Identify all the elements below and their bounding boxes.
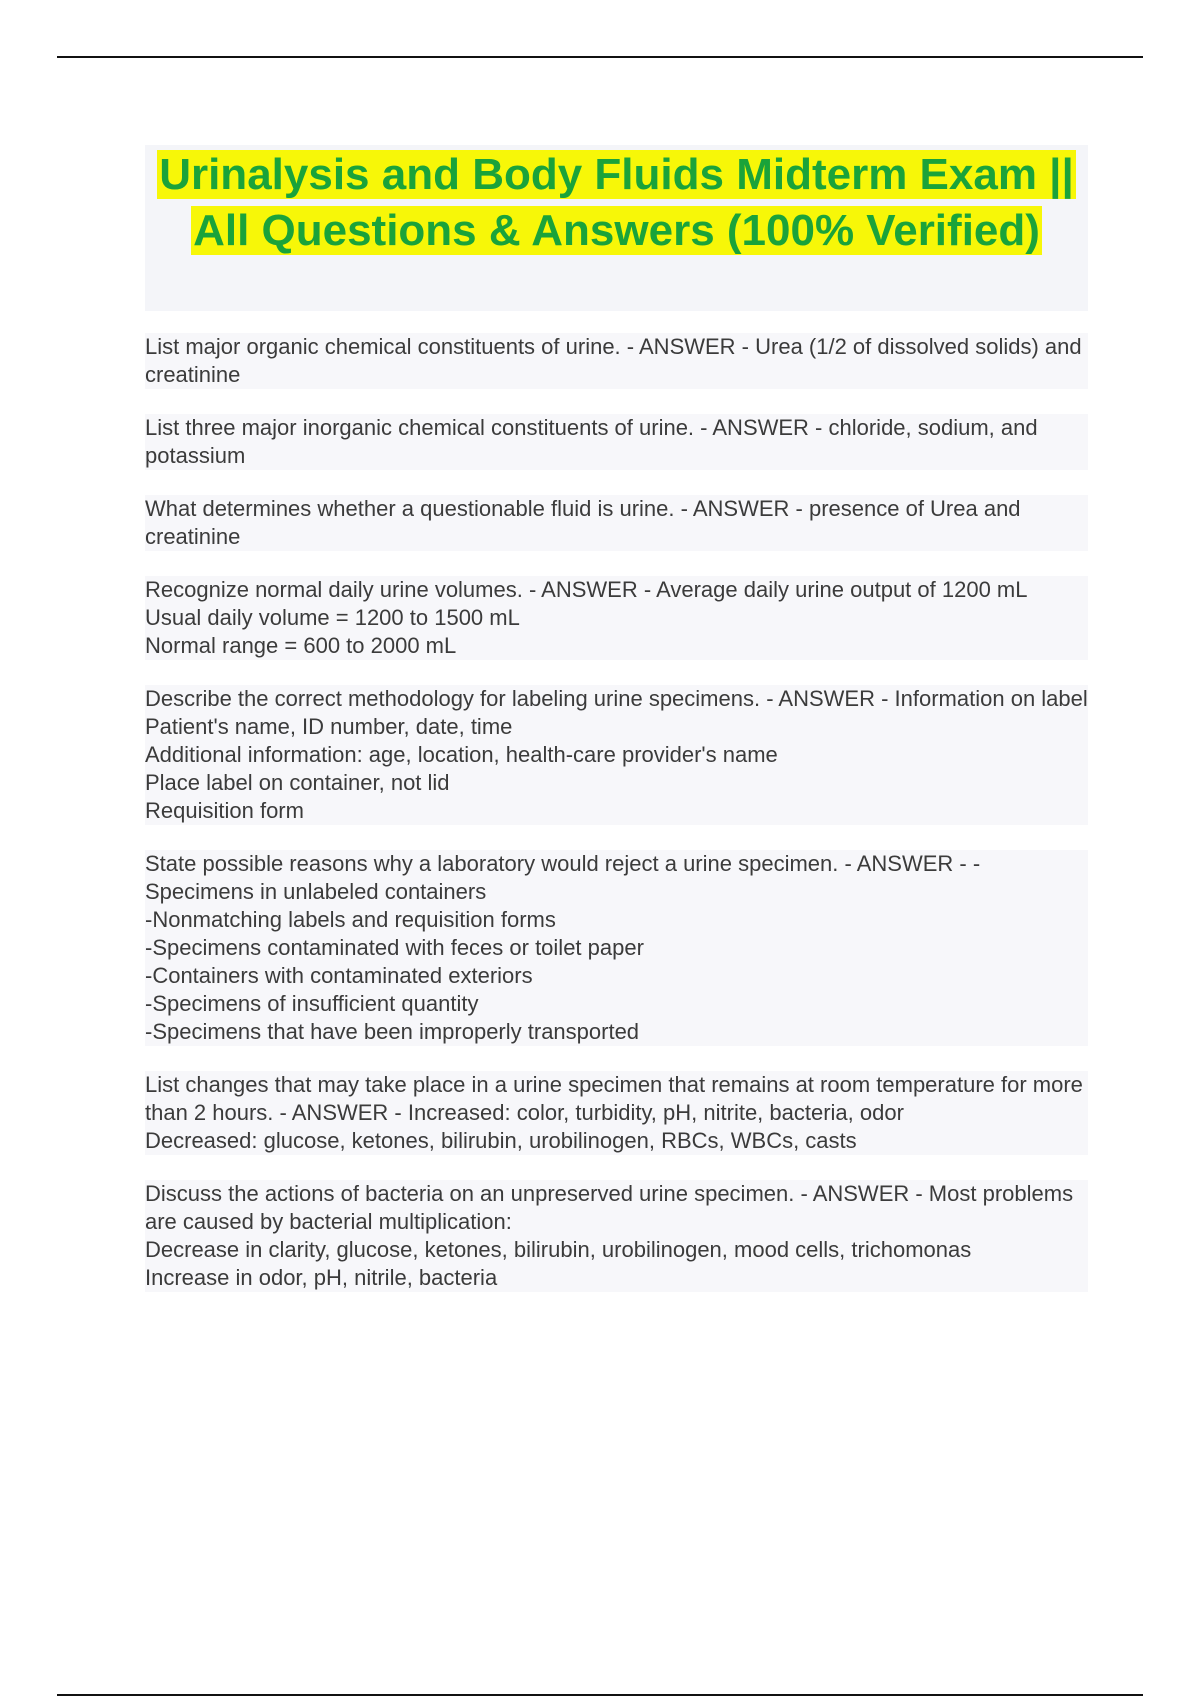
qa-item: List changes that may take place in a urine specimen that remains at room temperature for more than 2 hours. - ANSWER - Increased: color, turbidity, pH, nitrite, bacteria, odor Decreased: glucose, ketones, bilirubin, urobilinogen, RBCs, WBCs, casts bbox=[145, 1071, 1088, 1155]
document-title: Urinalysis and Body Fluids Midterm Exam || All Questions & Answers (100% Verified) bbox=[159, 150, 1074, 255]
title-block bbox=[145, 145, 1088, 311]
qa-item: Discuss the actions of bacteria on an unpreserved urine specimen. - ANSWER - Most problems are caused by bacterial multiplication: Decrease in clarity, glucose, ketones, bilirubin, urobilinogen, mood cells, trichomonas Increase in odor, pH, nitrile, bacteria bbox=[145, 1180, 1088, 1292]
qa-item: List major organic chemical constituents of urine. - ANSWER - Urea (1/2 of dissolved solids) and creatinine bbox=[145, 334, 1088, 387]
page-top-rule bbox=[57, 56, 1143, 58]
document-body bbox=[145, 145, 1088, 1317]
qa-item: State possible reasons why a laboratory would reject a urine specimen. - ANSWER - -Specimens in unlabeled containers -Nonmatching labels and requisition forms -Specimens contaminated with feces or toilet paper -Containers with contaminated exteriors -Specimens of insufficient quantity -Specimens that have been improperly transported bbox=[145, 850, 1088, 1046]
qa-item: Describe the correct methodology for labeling urine specimens. - ANSWER - Information on label Patient's name, ID number, date, time Additional information: age, location, health-care provider's name Place label on container, not lid Requisition form bbox=[145, 686, 1088, 823]
qa-list bbox=[145, 333, 1088, 1292]
qa-item: Recognize normal daily urine volumes. - ANSWER - Average daily urine output of 1200 mL Usual daily volume = 1200 to 1500 mL Normal range = 600 to 2000 mL bbox=[145, 576, 1088, 660]
qa-item: What determines whether a questionable fluid is urine. - ANSWER - presence of Urea and creatinine bbox=[145, 495, 1088, 551]
page-bottom-rule bbox=[57, 1694, 1143, 1696]
qa-item: List three major inorganic chemical constituents of urine. - ANSWER - chloride, sodium, and potassium bbox=[145, 414, 1088, 470]
